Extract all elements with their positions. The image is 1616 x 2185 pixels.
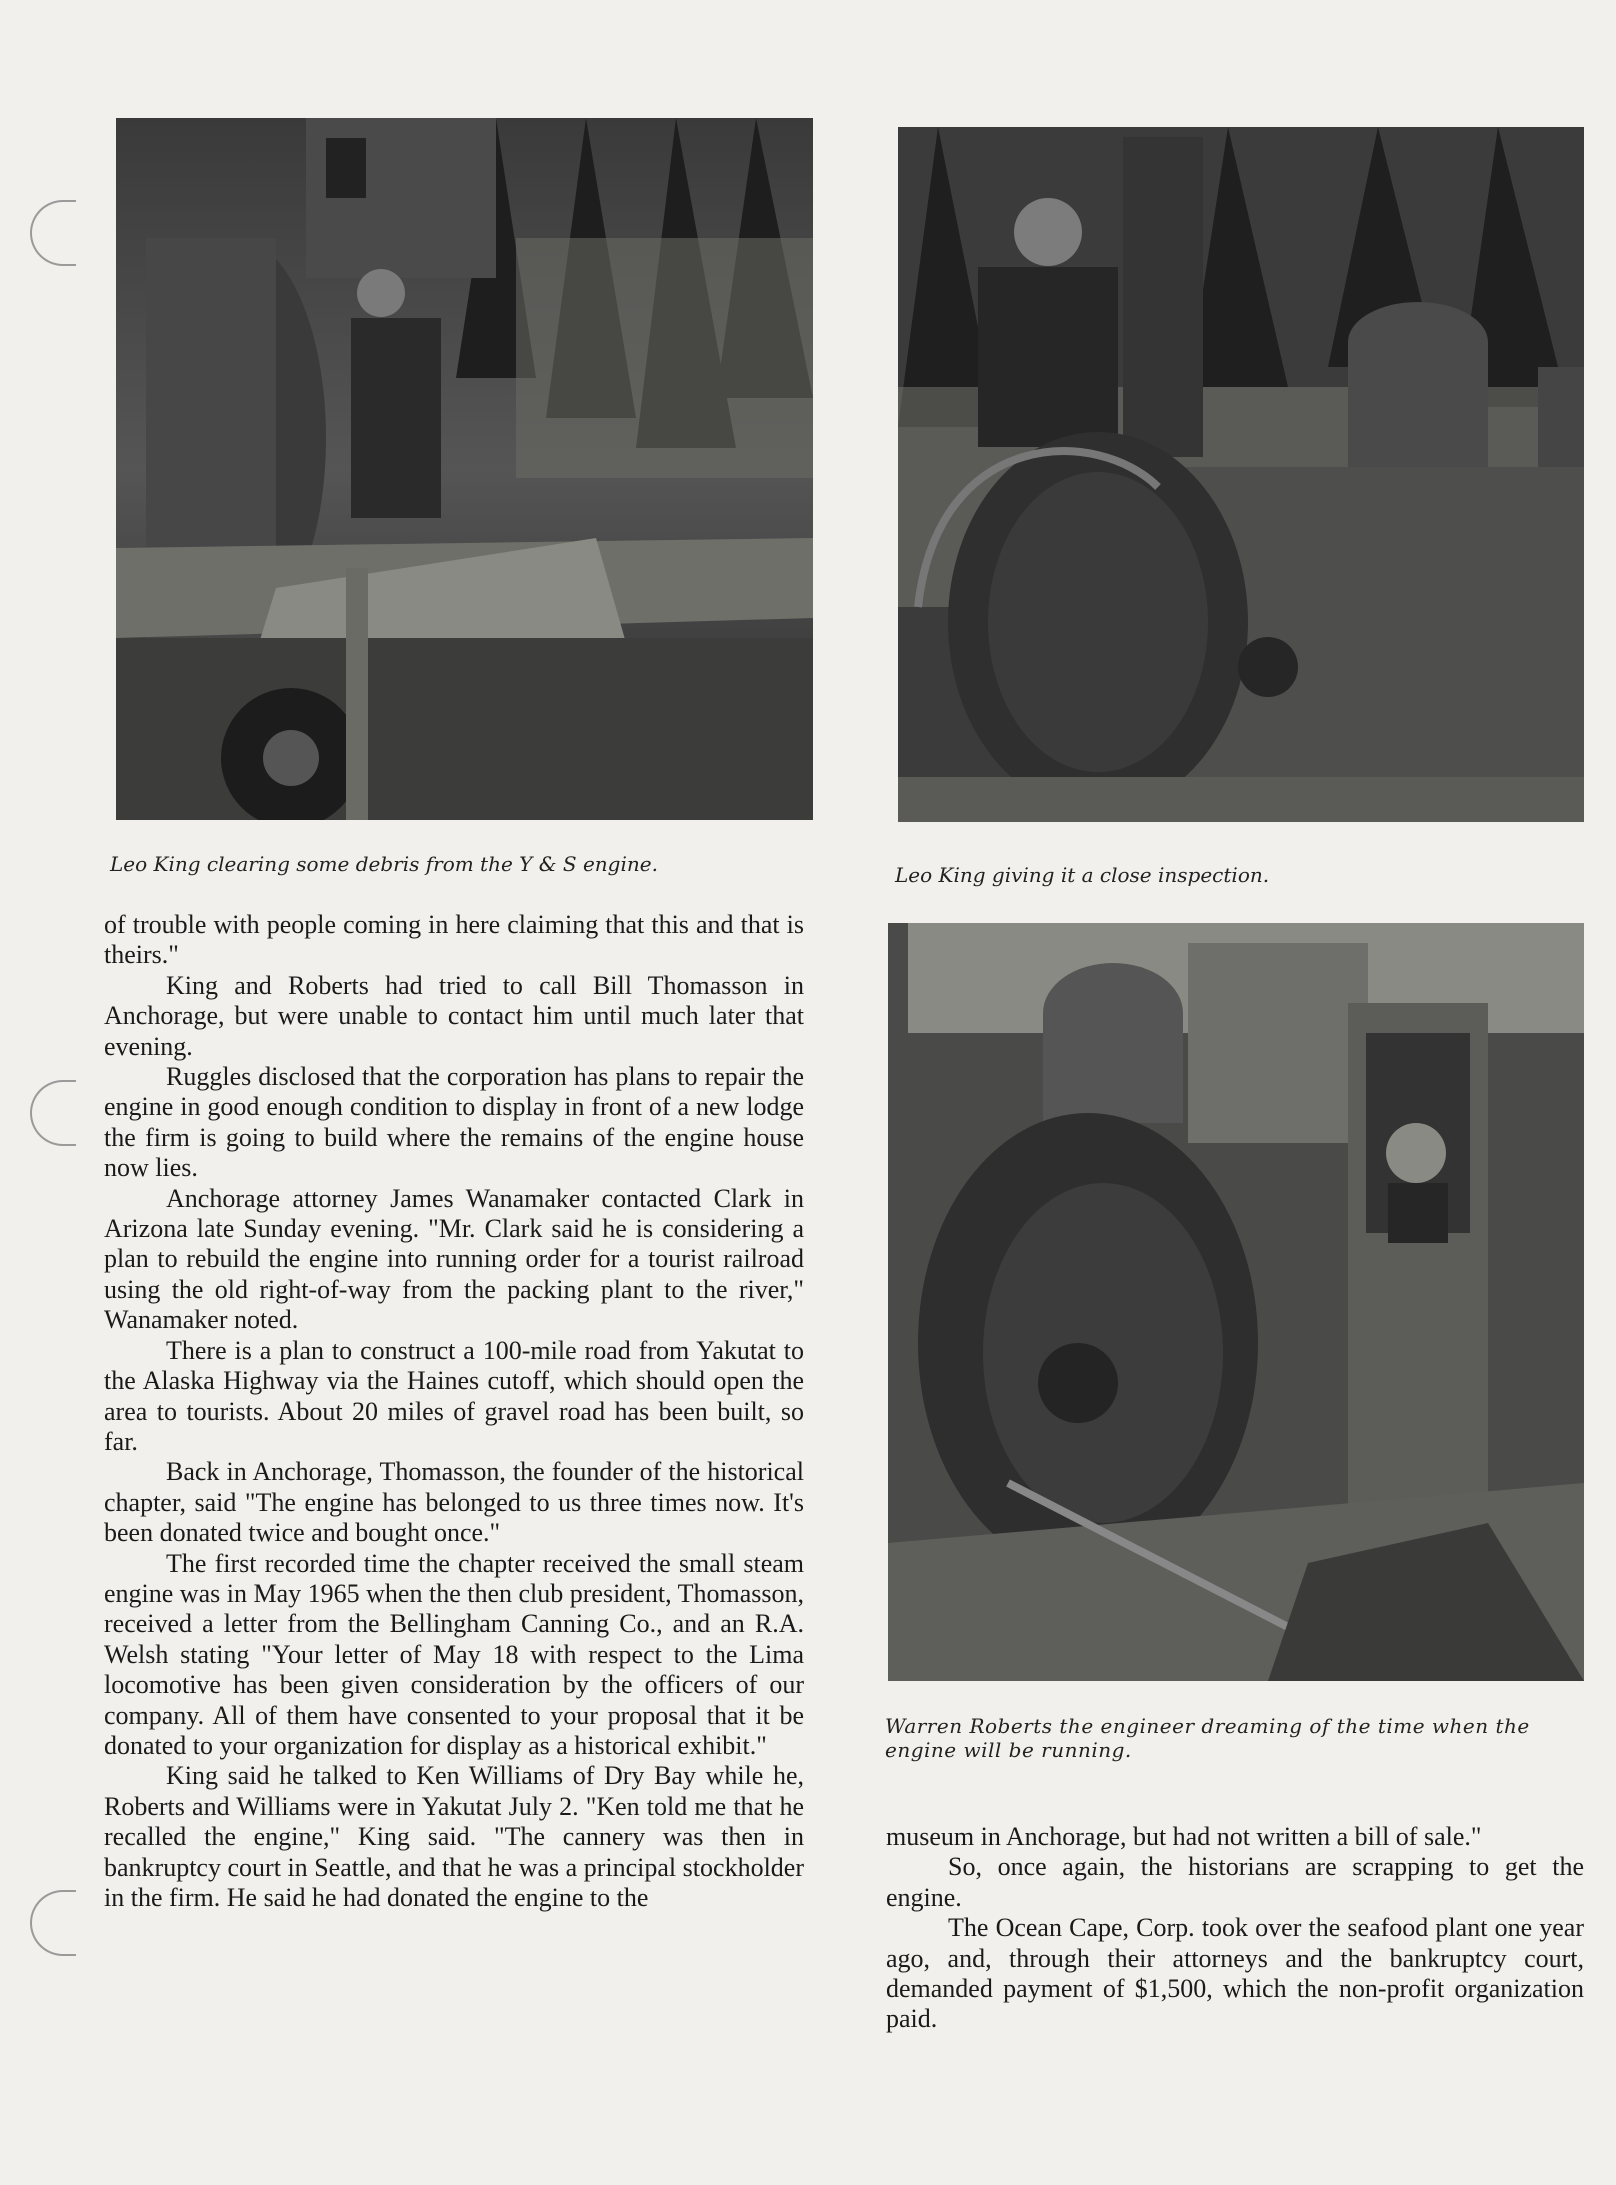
paragraph: The first recorded time the chapter received the small steam engine was in May 1965 when the then club president, Thomasson, received a letter from the Bellingham Canning Co., and an R.A. Welsh stating "Your letter of May 18 with respect to the Lima locomotive has been given consideration by the officers of our company. All of them have consented to your proposal that it be donated to your organization for display as a historical exhibit." <box>104 1548 804 1760</box>
article-right-column <box>886 1822 1584 2035</box>
paragraph: There is a plan to construct a 100-mile road from Yakutat to the Alaska Highway via the Haines cutoff, which should open the area to tourists. About 20 miles of gravel road has been built, so far. <box>104 1335 804 1456</box>
punch-hole-middle <box>30 1080 76 1146</box>
punch-hole-bottom <box>30 1890 76 1956</box>
paragraph: King and Roberts had tried to call Bill Thomasson in Anchorage, but were unable to contact him until much later that evening. <box>104 970 804 1061</box>
paragraph: King said he talked to Ken Williams of Dry Bay while he, Roberts and Williams were in Yakutat July 2. "Ken told me that he recalled the engine," King said. "The cannery was then in bankruptcy court in Seattle, and that he was a principal stockholder in the firm. He said he had donated the engine to the <box>104 1761 804 1912</box>
paragraph: Anchorage attorney James Wanamaker contacted Clark in Arizona late Sunday evening. "Mr. Clark said he is considering a plan to rebuild the engine into running order for a tourist railroad using the old right-of-way from the packing plant to the river," Wanamaker noted. <box>104 1183 804 1335</box>
caption-photo2: Leo King giving it a close inspection. <box>895 863 1270 887</box>
punch-hole-top <box>30 200 76 266</box>
photo-leo-king-clearing-debris <box>116 118 813 820</box>
paragraph: Back in Anchorage, Thomasson, the founder of the historical chapter, said "The engine has belonged to us three times now. It's been donated twice and bought once." <box>104 1457 804 1548</box>
photo-leo-king-inspection <box>898 127 1584 822</box>
paragraph: The Ocean Cape, Corp. took over the seafood plant one year ago, and, through their attorneys and the bankruptcy court, demanded payment of $1,500, which the non-profit organization paid. <box>886 1913 1584 2034</box>
article-left-column <box>104 910 804 1913</box>
caption-photo3: Warren Roberts the engineer dreaming of the time when the engine will be running. <box>885 1714 1530 1762</box>
caption-photo1: Leo King clearing some debris from the Y & S engine. <box>110 852 658 876</box>
paragraph: museum in Anchorage, but had not written a bill of sale." <box>886 1822 1482 1851</box>
photo-warren-roberts-engineer <box>888 923 1584 1681</box>
paragraph: Ruggles disclosed that the corporation has plans to repair the engine in good enough condition to display in front of a new lodge the firm is going to build where the remains of the engine house now lies. <box>104 1062 804 1183</box>
paragraph: of trouble with people coming in here claiming that this and that is theirs." <box>104 910 804 970</box>
paragraph: So, once again, the historians are scrapping to get the engine. <box>886 1852 1584 1912</box>
